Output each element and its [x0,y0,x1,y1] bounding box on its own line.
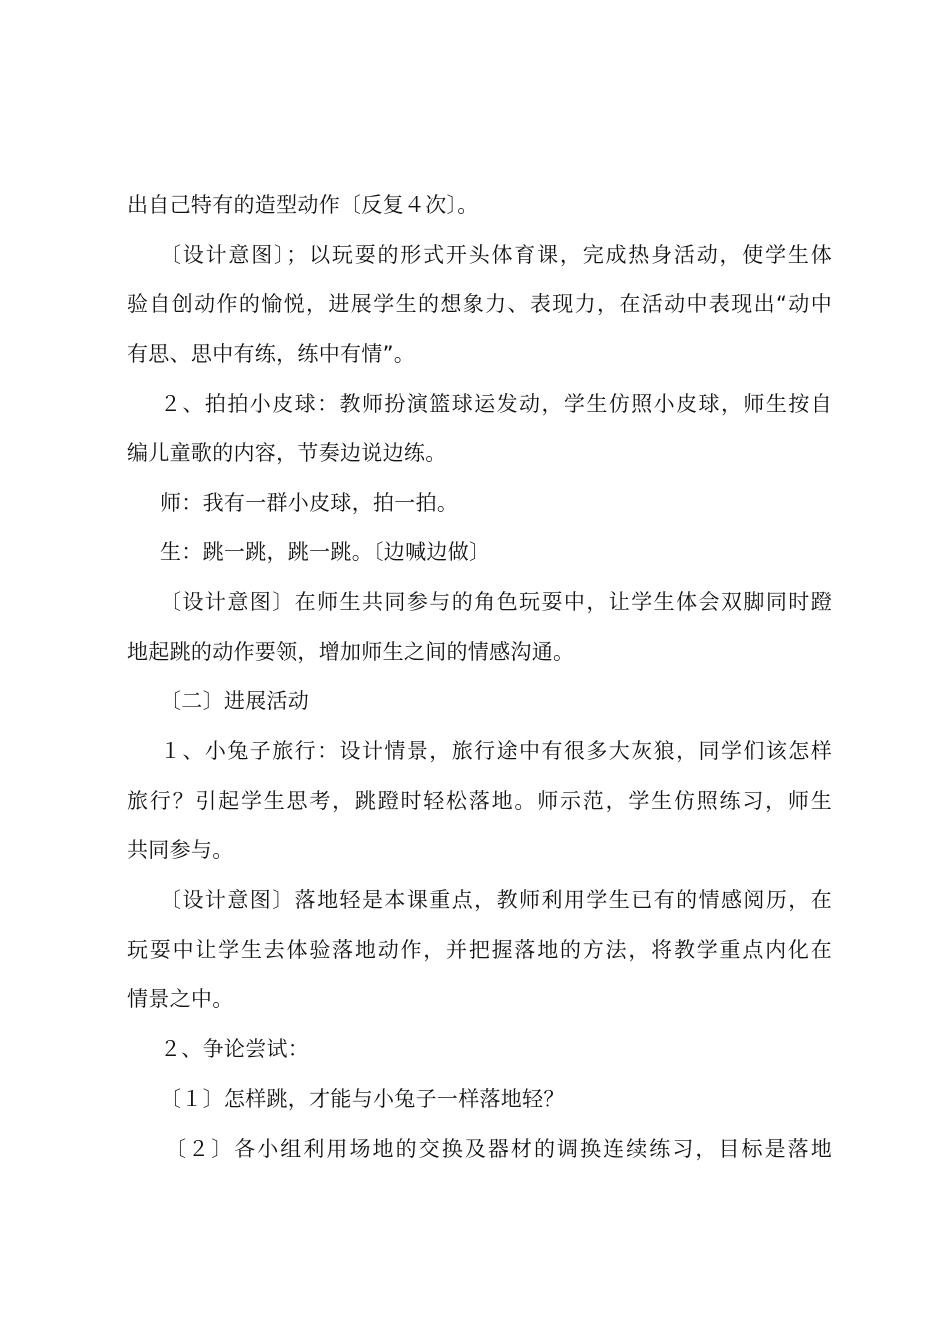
text-line: 地起跳的动作要领，增加师生之间的情感沟通。 [127,640,575,664]
text-line: ２、拍拍小皮球：教师扮演篮球运发动，学生仿照小皮球，师生按自 [160,392,832,416]
text-line: 生：跳一跳，跳一跳。〔边喊边做〕 [160,540,491,564]
text-line: 〔设计意图〕落地轻是本课重点，教师利用学生已有的情感阅历，在 [160,888,832,912]
text-line: 师：我有一群小皮球，拍一拍。 [160,491,459,515]
text-line: 出自己特有的造型动作〔反复４次〕。 [127,193,479,217]
text-line: 有思、思中有练，练中有情”。 [127,342,416,366]
text-line: 〔设计意图〕；以玩耍的形式开头体育课，完成热身活动，使学生体 [160,243,832,267]
text-line: 共同参与。 [127,838,234,862]
text-line: 旅行？引起学生思考，跳蹬时轻松落地。师示范，学生仿照练习，师生 [127,789,832,813]
text-line: 玩耍中让学生去体验落地动作，并把握落地的方法，将教学重点内化在 [127,938,832,962]
text-line: 验自创动作的愉悦，进展学生的想象力、表现力，在活动中表现出“动中 [127,292,832,316]
text-line: 情景之中。 [127,987,234,1011]
text-line: 〔设计意图〕在师生共同参与的角色玩耍中，让学生体会双脚同时蹬 [160,590,832,614]
text-line: 〔２〕各小组利用场地的交换及器材的调换连续练习，目标是落地 [165,1137,832,1161]
text-line: １、小兔子旅行：设计情景，旅行途中有很多大灰狼，同学们该怎样 [160,739,832,763]
text-line: ２、争论尝试： [160,1037,310,1061]
text-line: 〔１〕怎样跳，才能与小兔子一样落地轻？ [160,1087,565,1111]
text-line: 编儿童歌的内容，节奏边说边练。 [127,441,447,465]
section-heading: 〔二〕进展活动 [160,689,310,713]
